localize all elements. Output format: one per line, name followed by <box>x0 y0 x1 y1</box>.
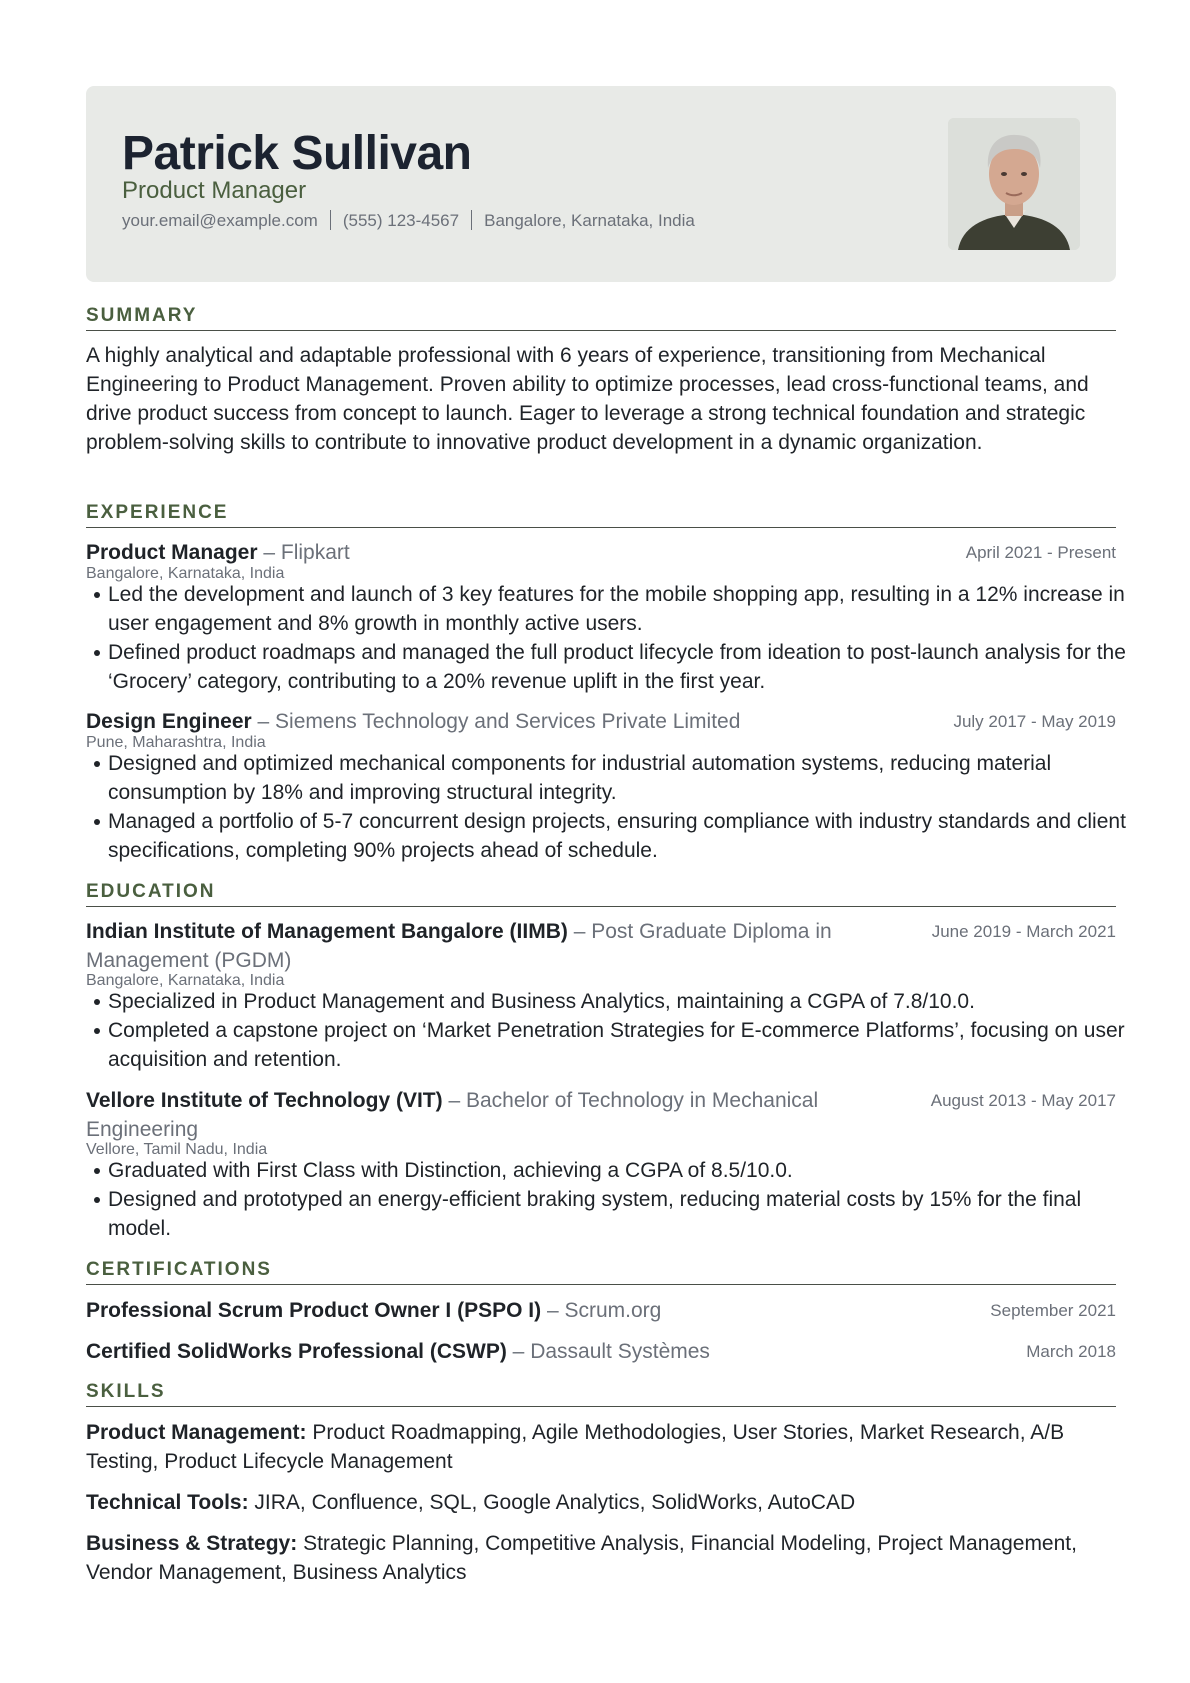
education-bullets <box>86 1156 1138 1243</box>
experience-entry-header <box>86 707 1116 736</box>
list-item: Defined product roadmaps and managed the full product lifecycle from ideation to post-launch analysis for the ‘Grocery’ category, contributing to a 20% revenue uplift in the first year. <box>108 638 1138 696</box>
list-item: Completed a capstone project on ‘Market Penetration Strategies for E-commerce Platforms’, focusing on user acquisition and retention. <box>108 1016 1138 1074</box>
job-title: Product Manager <box>86 541 258 564</box>
certification-issuer: – Dassault Systèmes <box>506 1340 710 1363</box>
education-bullets <box>86 987 1138 1074</box>
list-item: Managed a portfolio of 5-7 concurrent design projects, ensuring compliance with industry standards and client specifications, completing 90% projects ahead of schedule. <box>108 807 1138 865</box>
school-location: Bangalore, Karnataka, India <box>86 972 285 989</box>
school-name: Indian Institute of Management Bangalore (IIMB) <box>86 920 568 943</box>
certification-date: September 2021 <box>990 1301 1116 1320</box>
skill-values: Product Roadmapping, Agile Methodologies, User Stories, Market Research, A/B Testing, Product Lifecycle Management <box>86 1421 1065 1473</box>
list-item: Designed and prototyped an energy-efficient braking system, reducing material costs by 15% for the final model. <box>108 1185 1138 1243</box>
candidate-name: Patrick Sullivan <box>122 127 472 180</box>
contact-divider <box>330 210 331 230</box>
job-title: Design Engineer <box>86 710 252 733</box>
job-bullets <box>86 749 1138 865</box>
certification-date: March 2018 <box>1026 1342 1116 1361</box>
degree-name: – Bachelor of Technology in Mechanical Engineering <box>86 1089 819 1141</box>
skill-group <box>86 1529 1116 1587</box>
list-item: Designed and optimized mechanical components for industrial automation systems, reducing material consumption by 18% and improving structural integrity. <box>108 749 1138 807</box>
list-item: Specialized in Product Management and Business Analytics, maintaining a CGPA of 7.8/10.0. <box>108 987 1138 1016</box>
summary-heading: SUMMARY <box>86 305 1116 331</box>
degree-name: – Post Graduate Diploma in Management (PGDM) <box>86 920 832 972</box>
experience-entry-header <box>86 538 1116 567</box>
job-location: Pune, Maharashtra, India <box>86 734 266 751</box>
job-date: July 2017 - May 2019 <box>953 712 1116 731</box>
education-date: August 2013 - May 2017 <box>930 1091 1116 1110</box>
education-date: June 2019 - March 2021 <box>931 922 1116 941</box>
portrait-icon <box>948 118 1080 250</box>
school-name: Vellore Institute of Technology (VIT) <box>86 1089 443 1112</box>
job-company: – Flipkart <box>257 541 350 564</box>
certification-title: Certified SolidWorks Professional (CSWP) <box>86 1340 507 1363</box>
contact-email[interactable]: your.email@example.com <box>122 211 318 230</box>
candidate-role: Product Manager <box>122 177 307 204</box>
job-date: April 2021 - Present <box>965 543 1116 562</box>
education-entry-header <box>86 917 1116 975</box>
contact-divider <box>471 210 472 230</box>
resume-header <box>86 86 1116 282</box>
experience-heading: EXPERIENCE <box>86 502 1116 528</box>
list-item: Graduated with First Class with Distinction, achieving a CGPA of 8.5/10.0. <box>108 1156 1138 1185</box>
contact-phone[interactable]: (555) 123-4567 <box>342 211 460 230</box>
skill-label: Business & Strategy: <box>86 1532 298 1555</box>
skill-group <box>86 1488 1116 1517</box>
education-entry-header <box>86 1086 1116 1144</box>
certification-entry <box>86 1337 1116 1366</box>
certification-entry <box>86 1296 1116 1325</box>
skills-heading: SKILLS <box>86 1381 1116 1407</box>
job-company: – Siemens Technology and Services Private Limited <box>251 710 741 733</box>
skill-values: Strategic Planning, Competitive Analysis, Financial Modeling, Project Management, Vendor Management, Business Analytics <box>86 1532 1077 1584</box>
contact-location: Bangalore, Karnataka, India <box>484 211 695 230</box>
contact-line <box>122 210 695 231</box>
job-bullets <box>86 580 1138 696</box>
job-location: Bangalore, Karnataka, India <box>86 565 285 582</box>
certifications-heading: CERTIFICATIONS <box>86 1259 1116 1285</box>
summary-text: A highly analytical and adaptable professional with 6 years of experience, transitioning from Mechanical Engineering to Product Management. Proven ability to optimize processes, lead cross-functional teams, and drive product success from concept to launch. Eager to leverage a strong technical foundation and strategic problem-solving skills to contribute to innovative product development in a dynamic organization. <box>86 344 1089 454</box>
school-location: Vellore, Tamil Nadu, India <box>86 1141 268 1158</box>
skill-group <box>86 1418 1116 1476</box>
certification-issuer: – Scrum.org <box>541 1299 662 1322</box>
skill-label: Technical Tools: <box>86 1491 249 1514</box>
profile-photo <box>948 118 1080 250</box>
list-item: Led the development and launch of 3 key features for the mobile shopping app, resulting in a 12% increase in user engagement and 8% growth in monthly active users. <box>108 580 1138 638</box>
education-heading: EDUCATION <box>86 881 1116 907</box>
skill-label: Product Management: <box>86 1421 307 1444</box>
certification-title: Professional Scrum Product Owner I (PSPO I) <box>86 1299 542 1322</box>
skill-values: JIRA, Confluence, SQL, Google Analytics, SolidWorks, AutoCAD <box>248 1491 856 1514</box>
